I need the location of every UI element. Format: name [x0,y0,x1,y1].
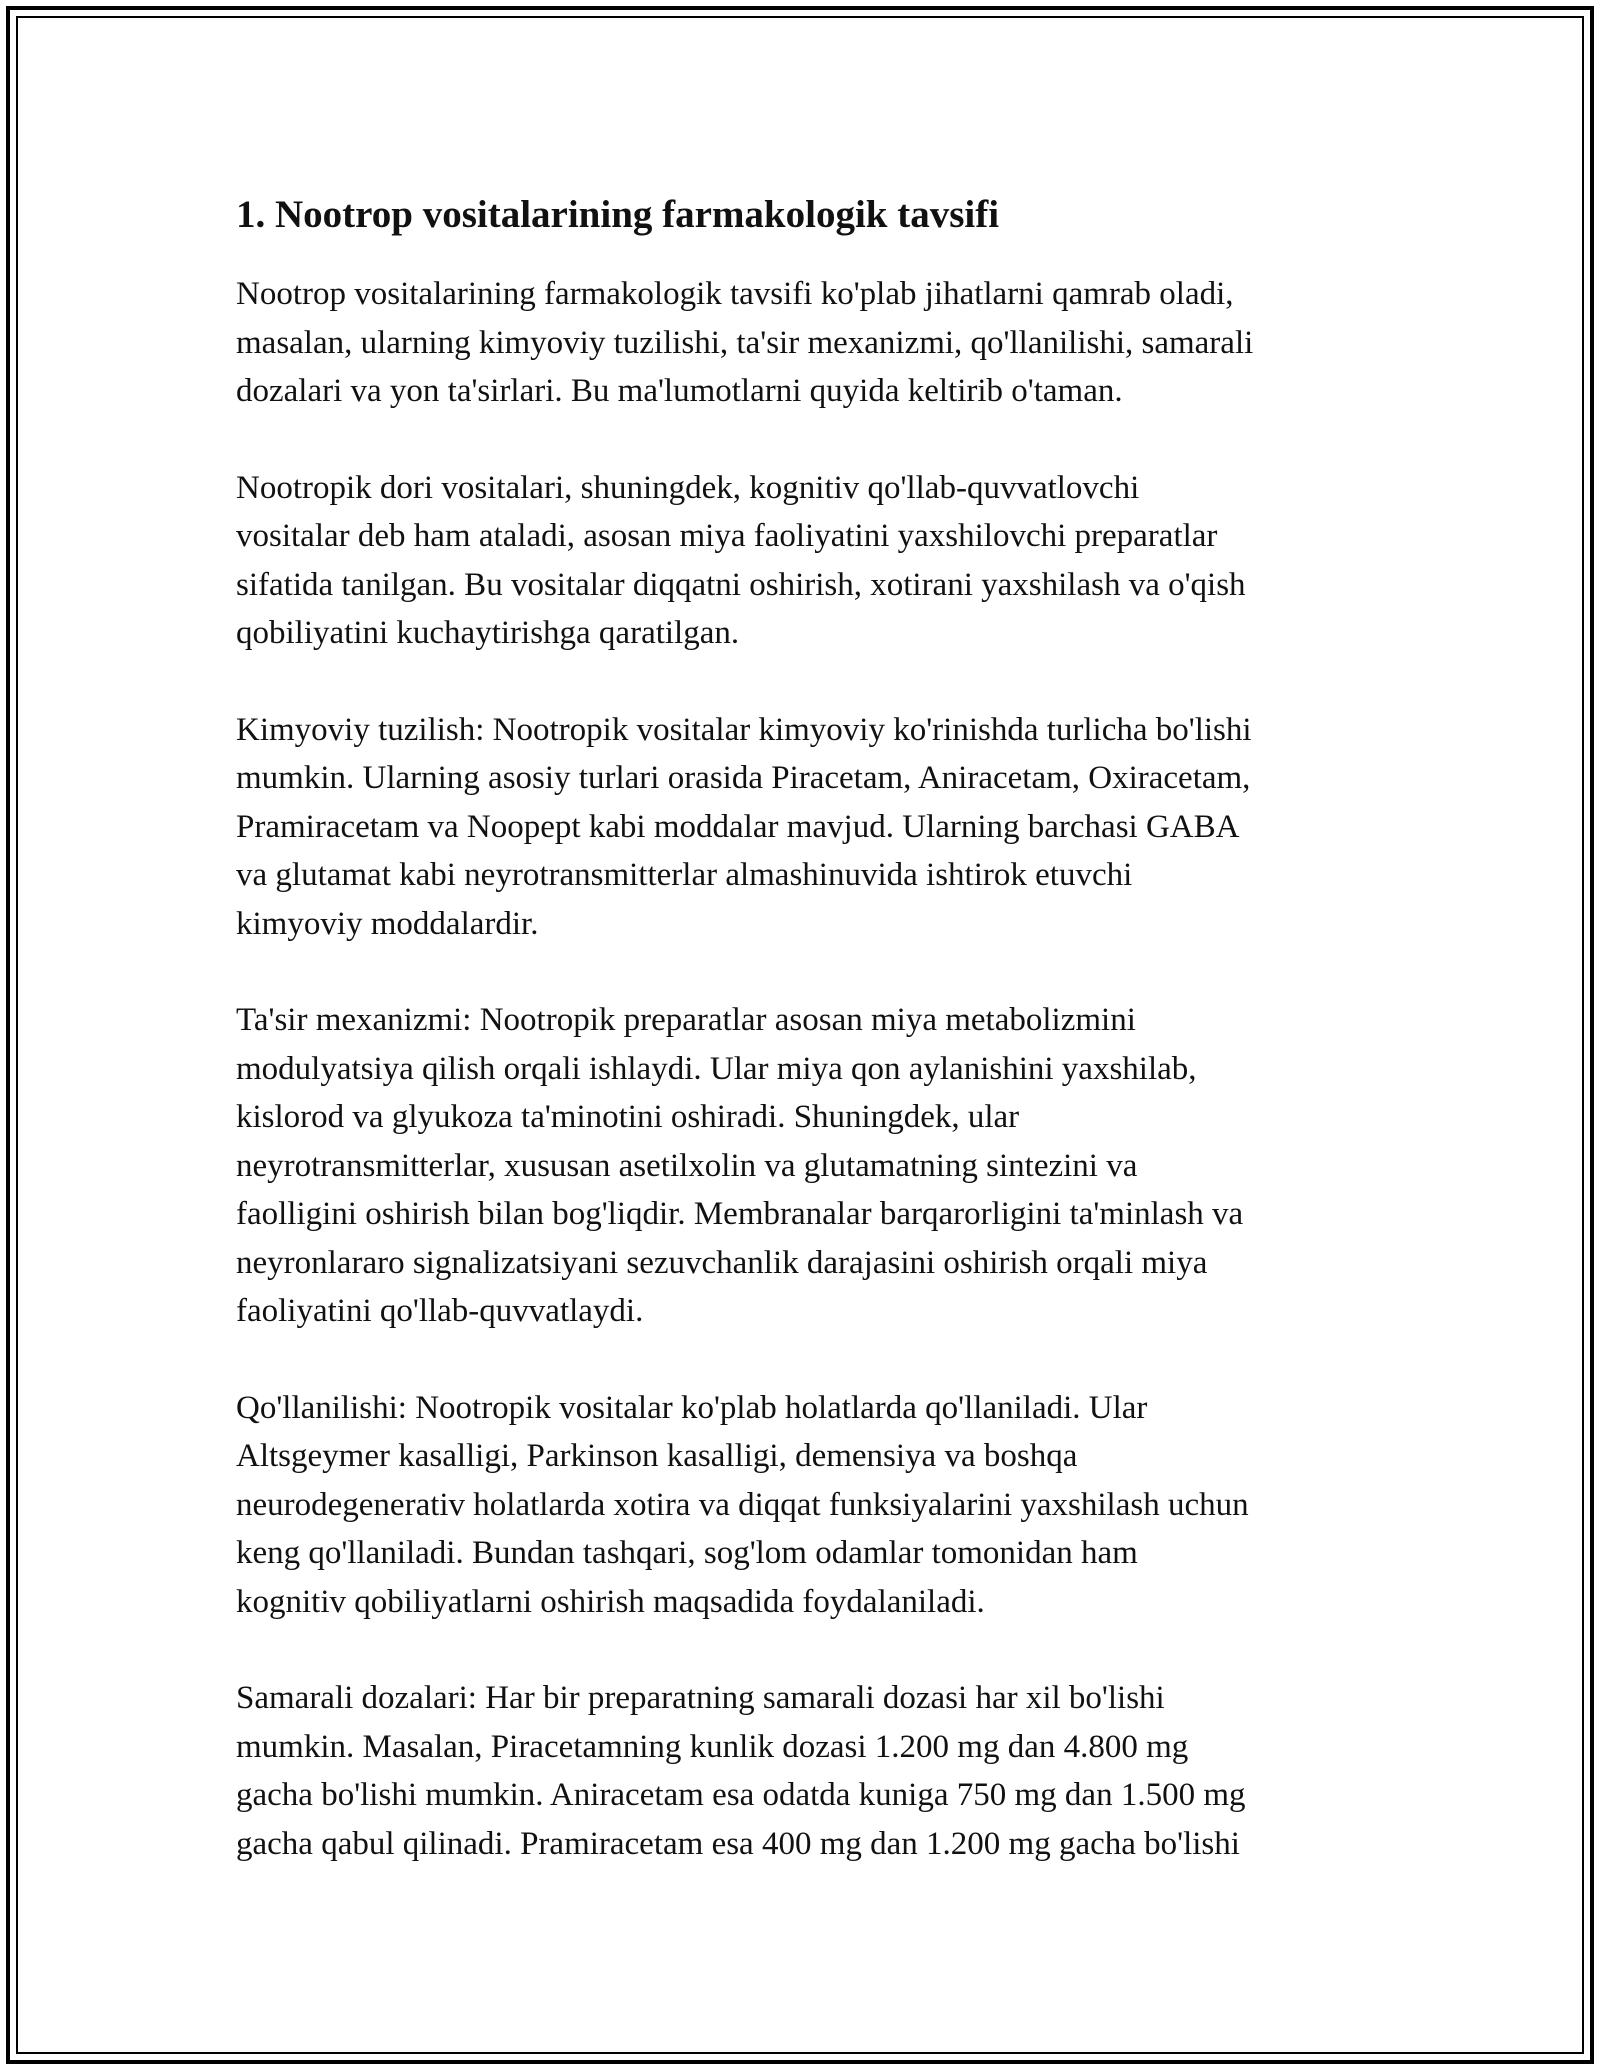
paragraph-line: Nootropik dori vositalari, shuningdek, kognitiv qo'llab-quvvatlovchi [236,469,1140,506]
paragraph-line: faoliyatini qo'llab-quvvatlaydi. [236,1293,644,1329]
document-body [236,188,1376,1916]
paragraph-line: Pramiracetam va Noopept kabi moddalar mavjud. Ularning barchasi GABA [236,808,1240,845]
paragraph-line: masalan, ularning kimyoviy tuzilishi, ta'sir mexanizmi, qo'llanilishi, samarali [236,324,1254,361]
paragraph-line: Samarali dozalari: Har bir preparatning samarali dozasi har xil bo'lishi [236,1680,1165,1716]
paragraph-line: sifatida tanilgan. Bu vositalar diqqatni oshirish, xotirani yaxshilash va o'qish [236,566,1246,603]
paragraph-line: Kimyoviy tuzilish: Nootropik vositalar kimyoviy ko'rinishda turlicha bo'lishi [236,711,1252,748]
paragraph-line: kognitiv qobiliyatlarni oshirish maqsadida foydalaniladi. [236,1583,985,1620]
paragraph-line: neyronlararo signalizatsiyani sezuvchanlik darajasini oshirish orqali miya [236,1244,1208,1281]
paragraph-line: Qo'llanilishi: Nootropik vositalar ko'plab holatlarda qo'llaniladi. Ular [236,1389,1148,1426]
paragraph-line: neyrotransmitterlar, xususan asetilxolin va glutamatning sintezini va [236,1147,1138,1184]
paragraph-line: gacha bo'lishi mumkin. Aniracetam esa odatda kuniga 750 mg dan 1.500 mg [236,1777,1246,1813]
paragraph-usage [236,1384,1376,1627]
paragraph-line: kimyoviy moddalardir. [236,905,539,942]
paragraph-line: faolligini oshirish bilan bog'liqdir. Membranalar barqarorligini ta'minlash va [236,1196,1244,1232]
paragraph-line: qobiliyatini kuchaytirishga qaratilgan. [236,615,740,651]
paragraph-line: va glutamat kabi neyrotransmitterlar almashinuvida ishtirok etuvchi [236,857,1133,893]
paragraph-dosage [236,1674,1376,1868]
paragraph-line: vositalar deb ham ataladi, asosan miya faoliyatini yaxshilovchi preparatlar [236,518,1218,554]
paragraph-intro [236,270,1376,416]
paragraph-line: modulyatsiya qilish orqali ishlaydi. Ular miya qon aylanishini yaxshilab, [236,1050,1197,1087]
section-heading: 1. Nootrop vositalarining farmakologik tavsifi [236,193,1000,236]
paragraph-line: keng qo'llaniladi. Bundan tashqari, sog'lom odamlar tomonidan ham [236,1535,1138,1571]
paragraph-mechanism [236,996,1376,1336]
paragraph-line: mumkin. Ularning asosiy turlari orasida Piracetam, Aniracetam, Oxiracetam, [236,760,1251,796]
paragraph-line: neurodegenerativ holatlarda xotira va diqqat funksiyalarini yaxshilash uchun [236,1486,1249,1523]
paragraph-line: dozalari va yon ta'sirlari. Bu ma'lumotlarni quyida keltirib o'taman. [236,373,1123,409]
paragraph-line: Ta'sir mexanizmi: Nootropik preparatlar asosan miya metabolizmini [236,1002,1136,1038]
paragraph-line: kislorod va glyukoza ta'minotini oshiradi. Shuningdek, ular [236,1099,1020,1135]
paragraph-chemical-structure [236,706,1376,949]
paragraph-definition [236,464,1376,658]
paragraph-line: Altsgeymer kasalligi, Parkinson kasalligi, demensiya va boshqa [236,1438,1078,1474]
paragraph-line: Nootrop vositalarining farmakologik tavsifi ko'plab jihatlarni qamrab oladi, [236,276,1234,312]
paragraph-line: gacha qabul qilinadi. Pramiracetam esa 400 mg dan 1.200 mg gacha bo'lishi [236,1825,1240,1862]
paragraph-line: mumkin. Masalan, Piracetamning kunlik dozasi 1.200 mg dan 4.800 mg [236,1728,1189,1765]
